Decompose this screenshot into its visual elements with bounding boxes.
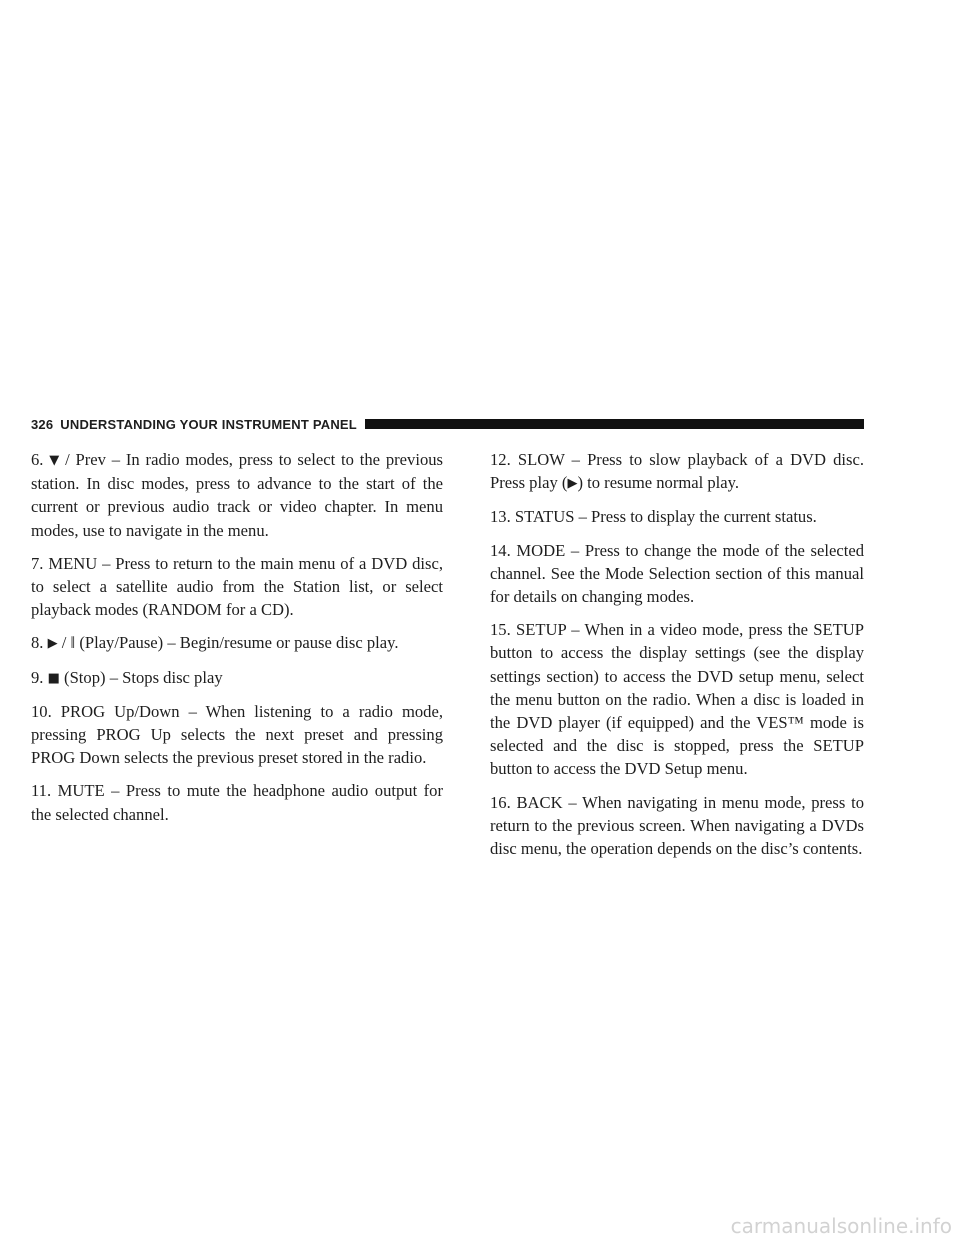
list-item: 8. ▶ / ‖ (Play/Pause) – Begin/resume or pause disc play. — [31, 631, 443, 655]
list-item: 9. ■ (Stop) – Stops disc play — [31, 666, 443, 690]
list-item: 10. PROG Up/Down – When listening to a radio mode, pressing PROG Up selects the next preset and pressing PROG Down selects the previous preset stored in the radio. — [31, 701, 443, 768]
watermark: carmanualsonline.info — [730, 1214, 952, 1238]
header-rule — [365, 419, 864, 429]
list-item: 7. MENU – Press to return to the main menu of a DVD disc, to select a satellite audio from the Station list, or select playback modes (RANDOM for a CD). — [31, 553, 443, 620]
section-title: UNDERSTANDING YOUR INSTRUMENT PANEL — [60, 416, 357, 432]
left-column — [31, 448, 443, 836]
right-column — [490, 448, 864, 870]
list-item: 13. STATUS – Press to display the current status. — [490, 507, 817, 527]
list-item: 15. SETUP – When in a video mode, press the SETUP button to access the display settings (see the display settings section) to access the DVD setup menu, select the menu button on the radio. When a disc is loaded in the DVD player (if equipped) and the VES™ mode is selected and the disc is stopped, press the SETUP button to access the DVD Setup menu. — [490, 620, 864, 779]
page-number: 326 — [31, 416, 54, 432]
list-item: 11. MUTE – Press to mute the headphone audio output for the selected channel. — [31, 781, 443, 824]
stop-icon: ■ — [47, 670, 60, 686]
play-icon: ▶ — [47, 636, 58, 652]
play-icon: ▶ — [567, 476, 578, 492]
list-item: 12. SLOW – Press to slow playback of a DVD disc. Press play (▶) to resume normal play. — [490, 448, 864, 495]
down-triangle-icon: ▼ — [49, 453, 60, 468]
page-header — [31, 417, 864, 431]
list-item: 14. MODE – Press to change the mode of the selected channel. See the Mode Selection section of this manual for details on changing modes. — [490, 540, 864, 607]
list-item: 6. ▼ / Prev – In radio modes, press to select to the previous station. In disc modes, press to advance to the start of the current or previous audio track or video chapter. In menu modes, use to navigate in the menu. — [31, 450, 443, 540]
list-item: 16. BACK – When navigating in menu mode, press to return to the previous screen. When navigating a DVDs disc menu, the operation depends on the disc’s contents. — [490, 792, 864, 859]
